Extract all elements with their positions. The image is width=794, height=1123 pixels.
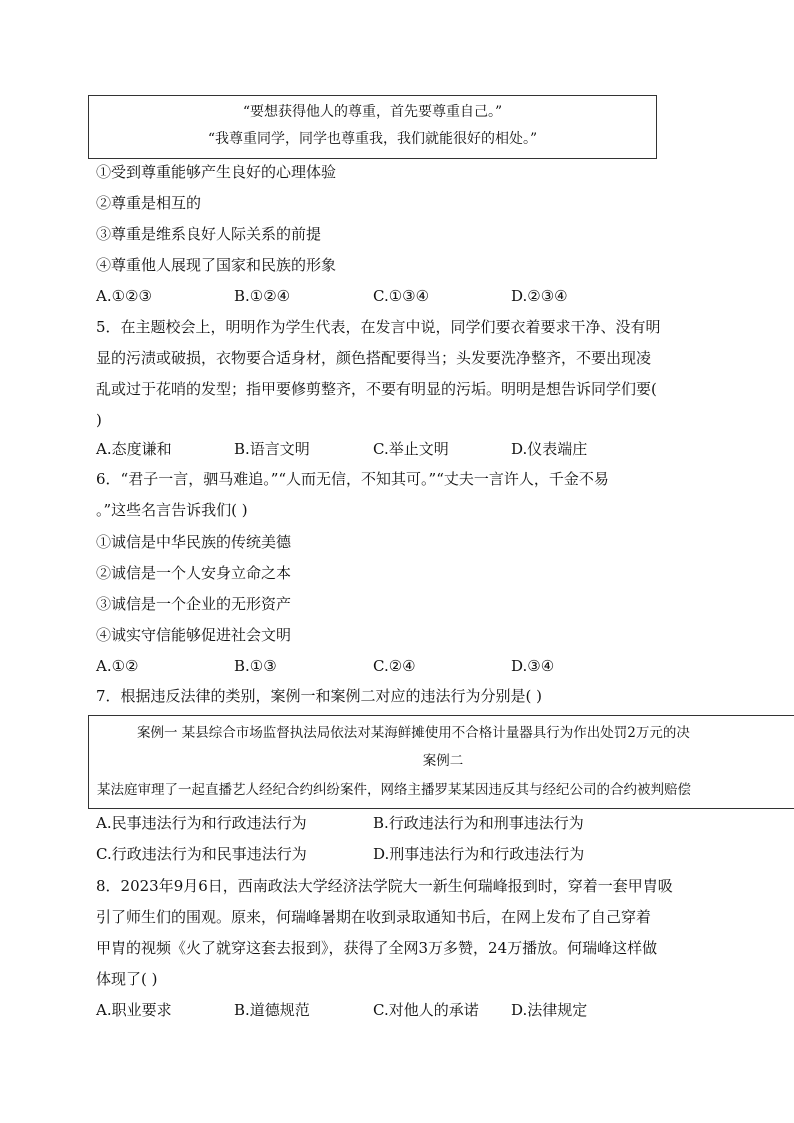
q8-line-3: 甲胄的视频《火了就穿这套去报到》，获得了全网3万多赞，24万播放。何瑞峰这样做 (96, 939, 658, 957)
quote-line-2: “我尊重同学，同学也尊重我，我们就能很好的相处。” (207, 131, 538, 147)
q6-line-1: 6．“君子一言，驷马难追。”“人而无信，不知其可。”“丈夫一言许人，千金不易 (96, 470, 609, 488)
statement-1: ①诚信是中华民族的传统美德 (96, 533, 292, 551)
option-c[interactable]: C.①③④ (373, 287, 430, 305)
option-c[interactable]: C.举止文明 (373, 440, 449, 458)
option-b[interactable]: B.行政违法行为和刑事违法行为 (373, 814, 584, 832)
case-2-line: 某法庭审理了一起直播艺人经纪合约纠纷案件，网络主播罗某某因违反其与经纪公司的合约被判赔偿 (97, 782, 691, 798)
case-box (88, 715, 794, 809)
option-a[interactable]: A.①② (96, 657, 139, 675)
option-a[interactable]: A.态度谦和 (96, 440, 172, 458)
option-b[interactable]: B.语言文明 (234, 440, 310, 458)
statement-4: ④诚实守信能够促进社会文明 (96, 626, 292, 644)
statement-4: ④尊重他人展现了国家和民族的形象 (96, 256, 337, 274)
option-d[interactable]: D.②③④ (511, 287, 568, 305)
option-a[interactable]: A.职业要求 (96, 1001, 172, 1019)
q5-line-2: 显的污渍或破损，衣物要合适身材，颜色搭配要得当；头发要洗净整齐，不要出现凌 (96, 349, 652, 367)
case-1-line: 案例一 某县综合市场监督执法局依法对某海鲜摊使用不合格计量器具行为作出处罚2万元的决 (137, 725, 690, 741)
q8-line-4: 体现了( ) (96, 970, 158, 988)
option-b[interactable]: B.①②④ (234, 287, 291, 305)
quote-box (88, 95, 657, 159)
option-b[interactable]: B.道德规范 (234, 1001, 310, 1019)
option-c[interactable]: C.②④ (373, 657, 416, 675)
q5-line-1: 5．在主题校会上，明明作为学生代表，在发言中说，同学们要衣着要求干净、没有明 (96, 318, 661, 336)
q5-line-4: ) (96, 411, 102, 429)
option-a[interactable]: A.①②③ (96, 287, 152, 305)
statement-3: ③诚信是一个企业的无形资产 (96, 595, 292, 613)
option-a[interactable]: A.民事违法行为和行政违法行为 (96, 814, 307, 832)
quote-line-1: “要想获得他人的尊重，首先要尊重自己。” (242, 104, 503, 120)
statement-2: ②诚信是一个人安身立命之本 (96, 564, 292, 582)
option-d[interactable]: D.仪表端庄 (511, 440, 588, 458)
q8-line-1: 8．2023年9月6日，西南政法大学经济法学院大一新生何瑞峰报到时，穿着一套甲胄吸 (96, 877, 673, 895)
case-2-title: 案例二 (422, 753, 464, 769)
option-c[interactable]: C.对他人的承诺 (373, 1001, 479, 1019)
q6-line-2: 。”这些名言告诉我们( ) (96, 501, 248, 519)
statement-3: ③尊重是维系良好人际关系的前提 (96, 225, 322, 243)
option-c[interactable]: C.行政违法行为和民事违法行为 (96, 845, 307, 863)
statement-1: ①受到尊重能够产生良好的心理体验 (96, 163, 337, 181)
option-b[interactable]: B.①③ (234, 657, 277, 675)
option-d[interactable]: D.法律规定 (511, 1001, 588, 1019)
statement-2: ②尊重是相互的 (96, 194, 202, 212)
q7-stem: 7．根据违反法律的类别，案例一和案例二对应的违法行为分别是( ) (96, 687, 543, 705)
q5-line-3: 乱或过于花哨的发型；指甲要修剪整齐，不要有明显的污垢。明明是想告诉同学们要( (96, 380, 657, 398)
option-d[interactable]: D.③④ (511, 657, 555, 675)
option-d[interactable]: D.刑事违法行为和行政违法行为 (373, 845, 585, 863)
q8-line-2: 引了师生们的围观。原来，何瑞峰暑期在收到录取通知书后，在网上发布了自己穿着 (96, 908, 652, 926)
